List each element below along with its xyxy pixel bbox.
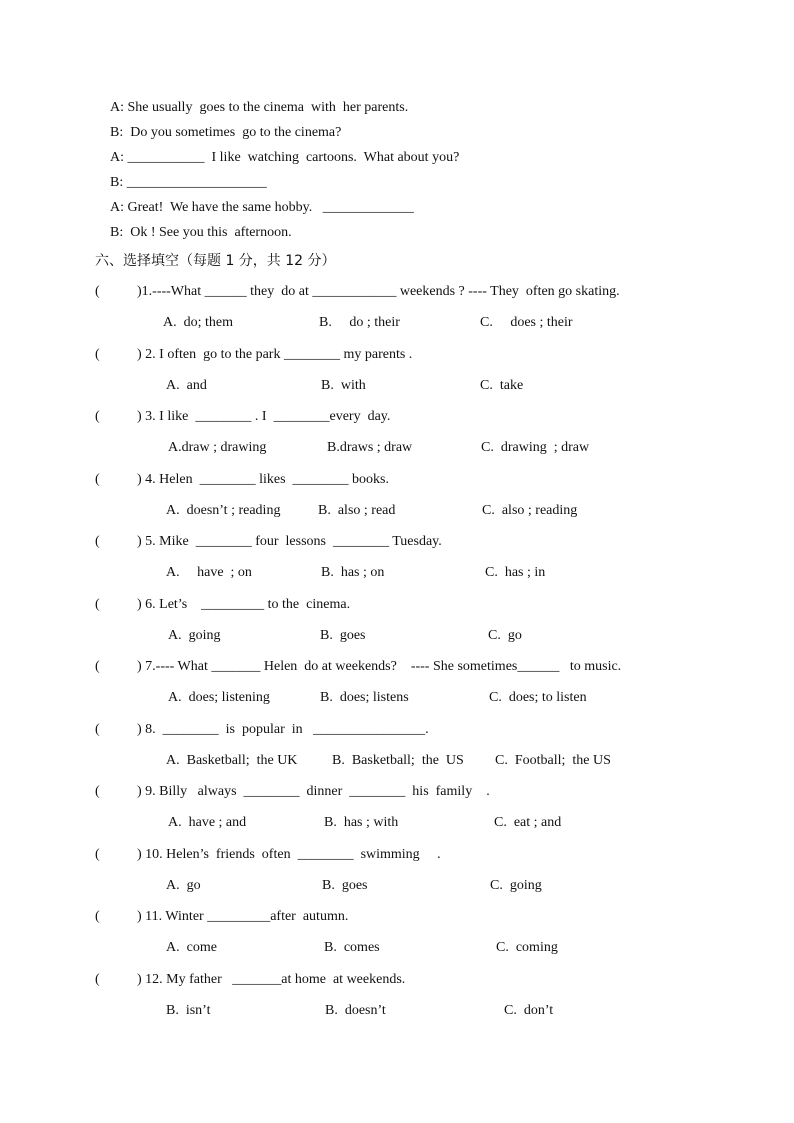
option-a: A. does; listening bbox=[168, 690, 270, 705]
option-c: C. has ; in bbox=[485, 565, 546, 580]
option-b: B. do ; their bbox=[319, 315, 400, 330]
answer-paren[interactable]: ( bbox=[95, 471, 100, 487]
question-stem: ) 7.---- What _______ Helen do at weekends? ---- She sometimes______ to music. bbox=[137, 659, 622, 674]
option-b: B. goes bbox=[322, 877, 368, 893]
option-c: C. don’t bbox=[504, 1002, 554, 1018]
question-item bbox=[95, 845, 735, 908]
question-stem: ) 6. Let’s _________ to the cinema. bbox=[137, 596, 351, 612]
option-a: A. come bbox=[166, 940, 217, 955]
option-a: A. have ; and bbox=[168, 815, 247, 830]
answer-paren[interactable]: ( bbox=[95, 909, 100, 924]
question-item bbox=[95, 907, 735, 970]
dialogue-line: A: She usually goes to the cinema with her parents. bbox=[110, 100, 409, 115]
question-item bbox=[95, 345, 735, 408]
question-stem: ) 2. I often go to the park ________ my parents . bbox=[137, 346, 413, 362]
answer-paren[interactable]: ( bbox=[95, 971, 100, 987]
option-b: B. has ; with bbox=[324, 815, 399, 830]
question-stem: ) 3. I like ________ . I ________every day. bbox=[137, 409, 391, 424]
option-a: A. have ; on bbox=[166, 565, 252, 580]
option-b: B. comes bbox=[324, 940, 380, 955]
option-a: A. and bbox=[166, 377, 207, 393]
option-b: B. goes bbox=[320, 627, 366, 643]
answer-paren[interactable]: ( bbox=[95, 346, 100, 362]
option-c: C. eat ; and bbox=[494, 815, 562, 830]
option-b: B. also ; read bbox=[318, 502, 396, 518]
option-c: C. go bbox=[488, 627, 522, 643]
option-c: C. drawing ; draw bbox=[481, 440, 590, 455]
question-stem: ) 8. ________ is popular in ________________. bbox=[137, 721, 429, 737]
question-list bbox=[95, 282, 735, 1032]
option-c: C. coming bbox=[496, 940, 558, 955]
question-item bbox=[95, 282, 735, 345]
answer-paren[interactable]: ( bbox=[95, 534, 100, 549]
answer-paren[interactable]: ( bbox=[95, 596, 100, 612]
dialogue-line: A: Great! We have the same hobby. _____________ bbox=[110, 200, 414, 215]
question-item bbox=[95, 595, 735, 658]
option-b: B.draws ; draw bbox=[327, 440, 413, 455]
option-a: A. do; them bbox=[163, 315, 233, 330]
question-stem: ) 10. Helen’s friends often ________ swimming . bbox=[137, 846, 441, 862]
section-heading: 六、选择填空（每题 1 分，共 12 分） bbox=[95, 253, 336, 269]
question-stem: ) 12. My father _______at home at weekends. bbox=[137, 971, 406, 987]
question-stem: ) 5. Mike ________ four lessons ________ Tuesday. bbox=[137, 534, 442, 549]
question-item bbox=[95, 720, 735, 783]
dialogue-block bbox=[110, 97, 459, 247]
dialogue-line: B: ____________________ bbox=[110, 175, 267, 190]
question-item bbox=[95, 407, 735, 470]
option-c: C. also ; reading bbox=[482, 502, 578, 518]
option-b: B. doesn’t bbox=[325, 1002, 386, 1018]
dialogue-line: B: Ok ! See you this afternoon. bbox=[110, 225, 292, 240]
question-stem: ) 9. Billy always ________ dinner ________ his family . bbox=[137, 784, 490, 799]
option-b: B. has ; on bbox=[321, 565, 385, 580]
answer-paren[interactable]: ( bbox=[95, 721, 100, 737]
answer-paren[interactable]: ( bbox=[95, 659, 100, 674]
question-stem: ) 4. Helen ________ likes ________ books. bbox=[137, 471, 389, 487]
option-a: A. going bbox=[168, 627, 221, 643]
option-a: B. isn’t bbox=[166, 1002, 211, 1018]
option-a: A. go bbox=[166, 877, 201, 893]
option-a: A. Basketball; the UK bbox=[166, 752, 298, 768]
option-c: C. going bbox=[490, 877, 542, 893]
option-a: A. doesn’t ; reading bbox=[166, 502, 281, 518]
question-item bbox=[95, 470, 735, 533]
option-c: C. does ; their bbox=[480, 315, 573, 330]
question-item bbox=[95, 532, 735, 595]
question-item bbox=[95, 970, 735, 1033]
option-a: A.draw ; drawing bbox=[168, 440, 267, 455]
option-b: B. Basketball; the US bbox=[332, 752, 464, 768]
question-item bbox=[95, 782, 735, 845]
answer-paren[interactable]: ( bbox=[95, 409, 100, 424]
question-stem: )1.----What ______ they do at ____________ weekends ? ---- They often go skating. bbox=[137, 284, 620, 299]
option-c: C. Football; the US bbox=[495, 752, 611, 768]
option-b: B. with bbox=[321, 377, 366, 393]
answer-paren[interactable]: ( bbox=[95, 284, 100, 299]
option-c: C. does; to listen bbox=[489, 690, 587, 705]
dialogue-line: A: ___________ I like watching cartoons. What about you? bbox=[110, 150, 460, 165]
option-b: B. does; listens bbox=[320, 690, 409, 705]
answer-paren[interactable]: ( bbox=[95, 784, 100, 799]
answer-paren[interactable]: ( bbox=[95, 846, 100, 862]
option-c: C. take bbox=[480, 377, 524, 393]
question-stem: ) 11. Winter _________after autumn. bbox=[137, 909, 349, 924]
dialogue-line: B: Do you sometimes go to the cinema? bbox=[110, 125, 342, 140]
question-item bbox=[95, 657, 735, 720]
